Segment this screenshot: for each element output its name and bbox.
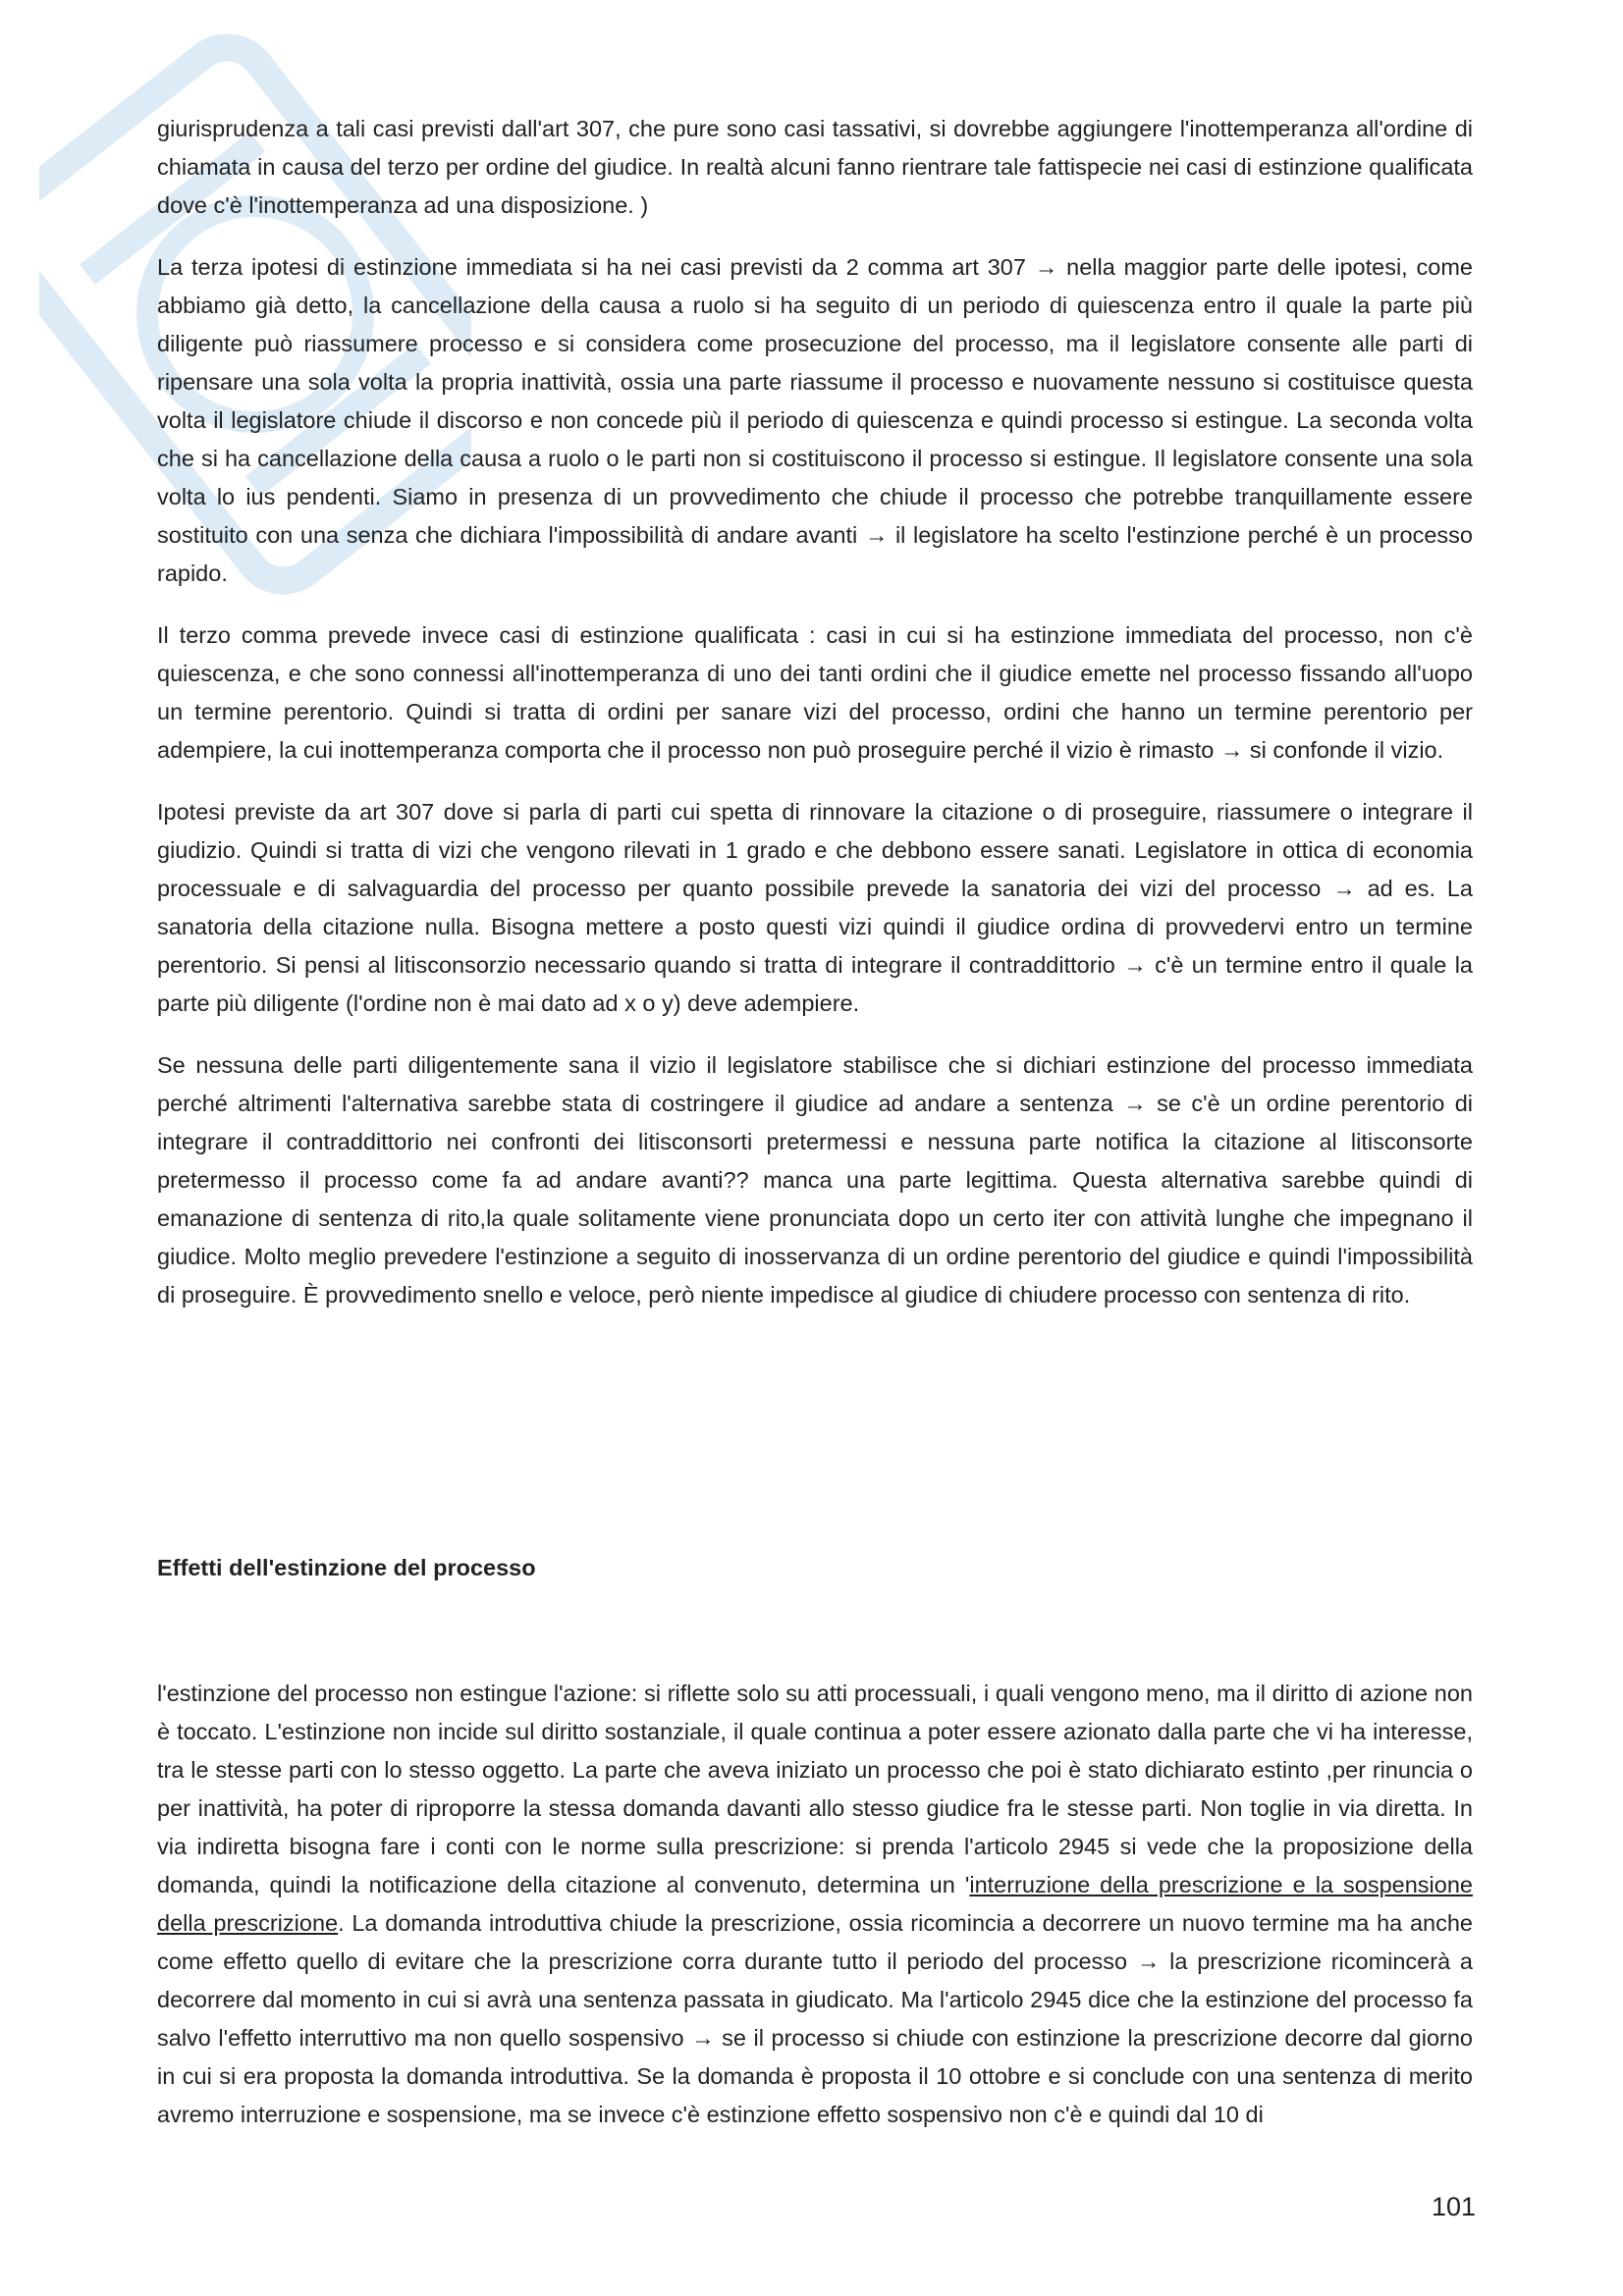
paragraph-terza-ipotesi: La terza ipotesi di estinzione immediata si ha nei casi previsti da 2 comma art 307 → nella maggior parte delle ipotesi, come abbiamo già detto, la cancellazione della causa a ruolo si ha seguito di un periodo di quiescenza entro il quale la parte più diligente può riassumere processo e si considera come prosecuzione del processo, ma il legislatore consente alle parti di ripensare una sola volta la propria inattività, ossia una parte riassume il processo e nuovamente nessuno si costituisce questa volta il legislatore chiude il discorso e non concede più il periodo di quiescenza e quindi processo si estingue. La seconda volta che si ha cancellazione della causa a ruolo o le parti non si costituiscono il processo si estingue. Il legislatore consente una sola volta lo ius pendenti. Siamo in presenza di un provvedimento che chiude il processo che potrebbe tranquillamente essere sostituito con una senza che dichiara l'impossibilità di andare avanti → il legislatore ha scelto l'estinzione perché è un processo rapido. (157, 254, 1473, 586)
paragraph-effetti (157, 1675, 1473, 2134)
page-number: 101 (1431, 2192, 1476, 2221)
paragraph-nessuna-parte: Se nessuna delle parti diligentemente sana il vizio il legislatore stabilisce che si dichiari estinzione del processo immediata perché altrimenti l'alternativa sarebbe stata di costringere il giudice ad andare a sentenza → se c'è un ordine perentorio di integrare il contraddittorio nei confronti dei litisconsorti pretermessi e nessuna parte notifica la citazione al litisconsorte pretermesso il processo come fa ad andare avanti?? manca una parte legittima. Questa alternativa sarebbe quindi di emanazione di sentenza di rito,la quale solitamente viene pronunciata dopo un certo iter con attività lunghe che impegnano il giudice. Molto meglio prevedere l'estinzione a seguito di inosservanza di un ordine perentorio del giudice e quindi l'impossibilità di proseguire. È provvedimento snello e veloce, però niente impedisce al giudice di chiudere processo con sentenza di rito. (157, 1052, 1473, 1308)
section-heading: Effetti dell'estinzione del processo (157, 1555, 536, 1580)
section-text (157, 1675, 1473, 2134)
paragraph-terzo-comma: Il terzo comma prevede invece casi di estinzione qualificata : casi in cui si ha estinzione immediata del processo, non c'è quiescenza, e che sono connessi all'inottemperanza di uno dei tanti ordini che il giudice emette nel processo fissando all'uopo un termine perentorio. Quindi si tratta di ordini per sanare vizi del processo, ordini che hanno un termine perentorio per adempiere, la cui inottemperanza comporta che il processo non può proseguire perché il vizio è rimasto → si confonde il vizio. (157, 622, 1473, 763)
paragraph-intro: giurisprudenza a tali casi previsti dall'art 307, che pure sono casi tassativi, si dovrebbe aggiungere l'inottemperanza all'ordine di chiamata in causa del terzo per ordine del giudice. In realtà alcuni fanno rientrare tale fattispecie nei casi di estinzione qualificata dove c'è l'inottemperanza ad una disposizione. ) (157, 116, 1473, 218)
underlined-phrase: interruzione della prescrizione e la sospensione della prescrizione (157, 1872, 1473, 1936)
paragraph-ipotesi-previste: Ipotesi previste da art 307 dove si parla di parti cui spetta di rinnovare la citazione o di proseguire, riassumere o integrare il giudizio. Quindi si tratta di vizi che vengono rilevati in 1 grado e che debbono essere sanati. Legislatore in ottica di economia processuale e di salvaguardia del processo per quanto possibile prevede la sanatoria dei vizi del processo → ad es. La sanatoria della citazione nulla. Bisogna mettere a posto questi vizi quindi il giudice ordina di provvedervi entro un termine perentorio. Si pensi al litisconsorzio necessario quando si tratta di integrare il contraddittorio → c'è un termine entro il quale la parte più diligente (l'ordine non è mai dato ad x o y) deve adempiere. (157, 799, 1473, 1016)
main-text (157, 110, 1473, 1338)
paragraph-effetti-end: . La domanda introduttiva chiude la prescrizione, ossia ricomincia a decorrere un nuovo termine ma ha anche come effetto quello di evitare che la prescrizione corra durante tutto il periodo del processo → la prescrizione ricomincerà a decorrere dal momento in cui si avrà una sentenza passata in giudicato. Ma l'articolo 2945 dice che la estinzione del processo fa salvo l'effetto interruttivo ma non quello sospensivo → se il processo si chiude con estinzione la prescrizione decorre dal giorno in cui si era proposta la domanda introduttiva. Se la domanda è proposta il 10 ottobre e si conclude con una sentenza di merito avremo interruzione e sospensione, ma se invece c'è estinzione effetto sospensivo non c'è e quindi dal 10 di (157, 1910, 1473, 2127)
paragraph-effetti-start: l'estinzione del processo non estingue l'azione: si riflette solo su atti processuali, i quali vengono meno, ma il diritto di azione non è toccato. L'estinzione non incide sul diritto sostanziale, il quale continua a poter essere azionato dalla parte che vi ha interesse, tra le stesse parti con lo stesso oggetto. La parte che aveva iniziato un processo che poi è stato dichiarato estinto ,per rinuncia o per inattività, ha poter di riproporre la stessa domanda davanti allo stesso giudice fra le stesse parti. Non toglie in via diretta. In via indiretta bisogna fare i conti con le norme sulla prescrizione: si prenda l'articolo 2945 si vede che la proposizione della domanda, quindi la notificazione della citazione al convenuto, determina un ' (157, 1681, 1473, 1897)
